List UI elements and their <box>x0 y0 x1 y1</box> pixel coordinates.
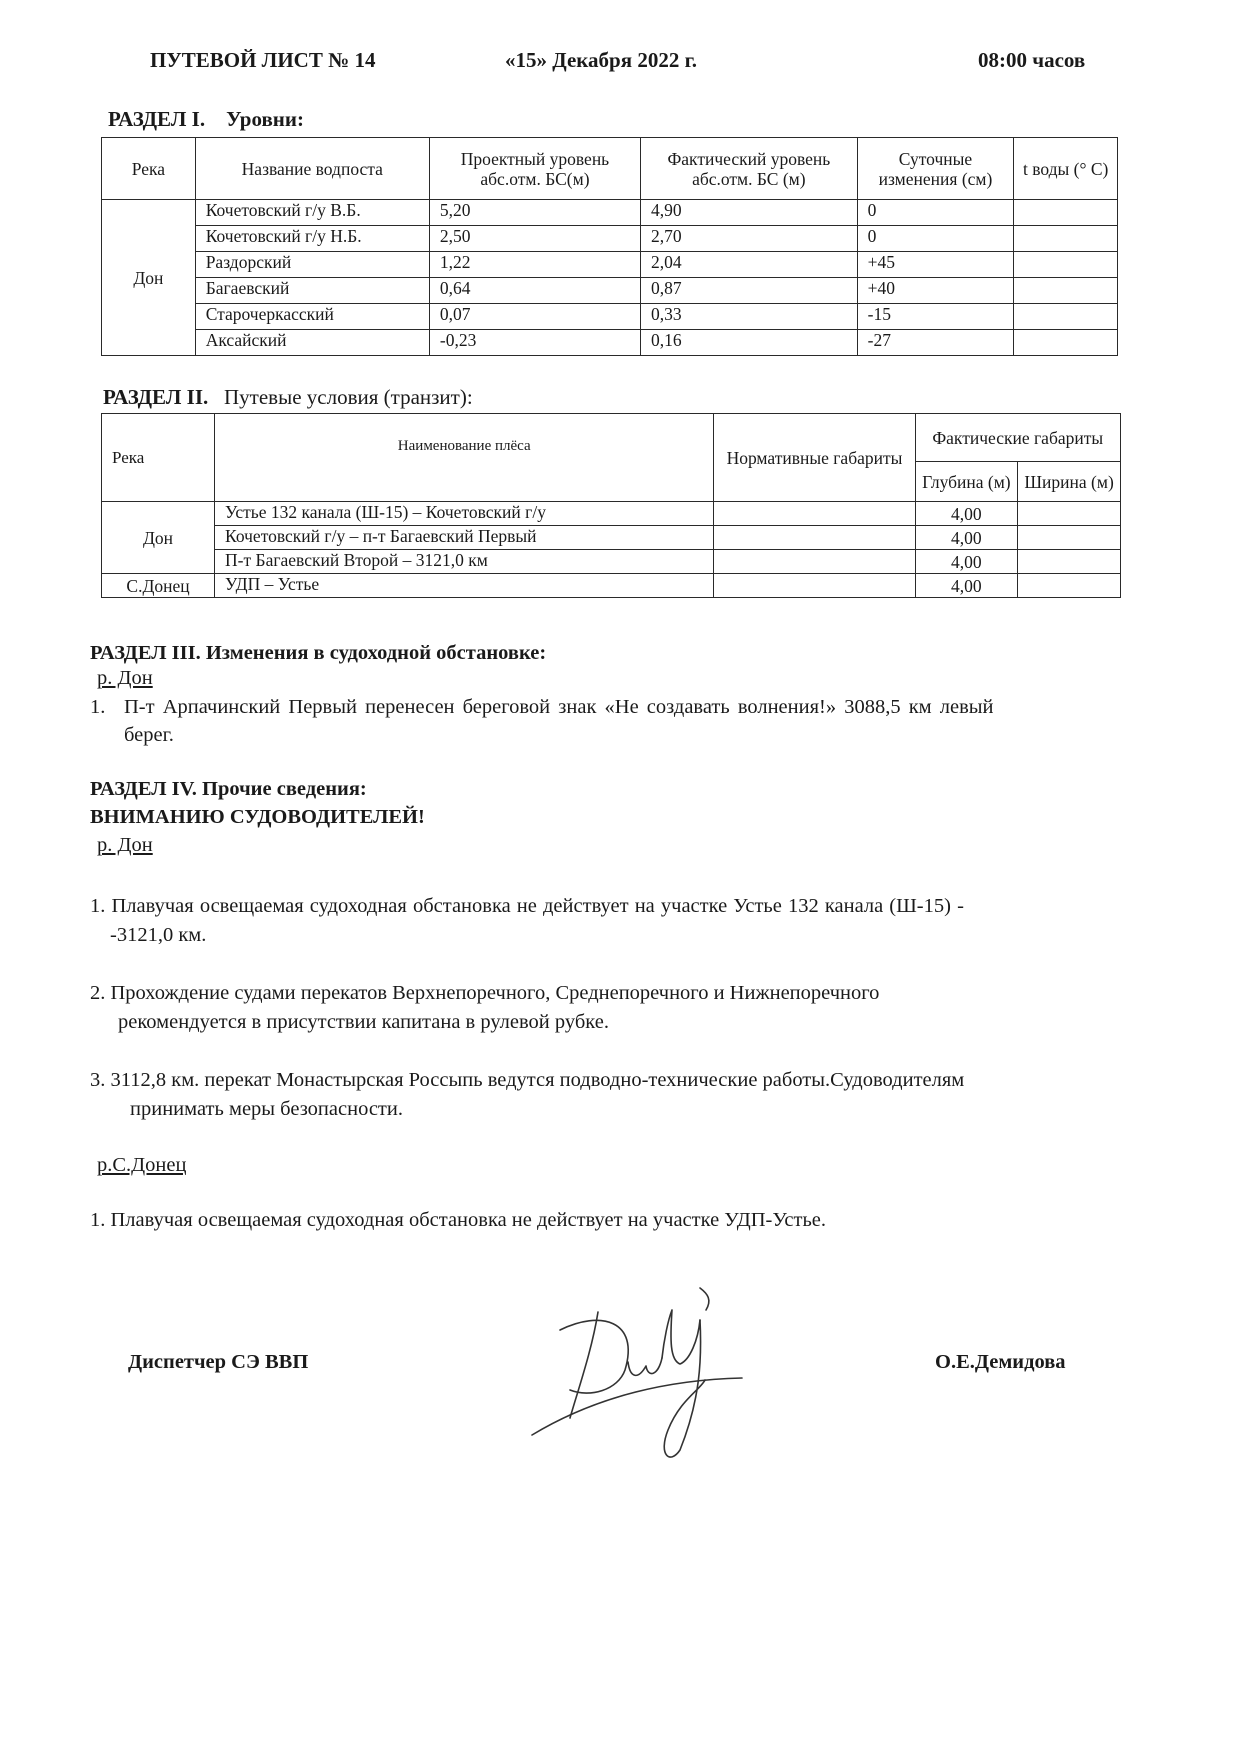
notice-don-3-line1: 3. 3112,8 км. перекат Монастырская Россыпь ведутся подводно-технические работы.Судоводителям <box>90 1069 965 1091</box>
notice-don-3-line2: принимать меры безопасности. <box>130 1098 403 1120</box>
transit-col-normative: Нормативные габариты <box>714 414 915 502</box>
actual-level: 0,16 <box>641 330 858 356</box>
post-name: Старочеркасский <box>195 304 429 330</box>
reach-name: Устье 132 канала (Ш-15) – Кочетовский г/у <box>215 502 714 526</box>
daily-change: 0 <box>857 226 1014 252</box>
levels-col-post: Название водпоста <box>195 138 429 200</box>
project-level: 1,22 <box>429 252 640 278</box>
reach-name: П-т Багаевский Второй – 3121,0 км <box>215 550 714 574</box>
table-row <box>102 330 1118 356</box>
depth-value: 4,00 <box>915 550 1018 574</box>
project-level: -0,23 <box>429 330 640 356</box>
transit-col-depth: Глубина (м) <box>915 462 1018 502</box>
section3-title: РАЗДЕЛ III. Изменения в судоходной обстановке: <box>90 642 547 664</box>
table-row <box>102 502 1121 526</box>
actual-level: 2,04 <box>641 252 858 278</box>
table-row <box>102 200 1118 226</box>
post-name: Кочетовский г/у В.Б. <box>195 200 429 226</box>
section1-subtitle: Уровни: <box>226 107 304 131</box>
transit-table <box>101 413 1121 598</box>
section3-item-line2: берег. <box>124 724 174 746</box>
section4-title: РАЗДЕЛ IV. Прочие сведения: <box>90 778 367 800</box>
width-value <box>1018 526 1121 550</box>
water-temp <box>1014 278 1118 304</box>
post-name: Кочетовский г/у Н.Б. <box>195 226 429 252</box>
actual-level: 4,90 <box>641 200 858 226</box>
post-name: Аксайский <box>195 330 429 356</box>
reach-name: Кочетовский г/у – п-т Багаевский Первый <box>215 526 714 550</box>
section3-river: р. Дон <box>97 667 153 689</box>
levels-col-change: Суточные изменения (см) <box>857 138 1014 200</box>
table-row <box>102 526 1121 550</box>
document-date: «15» Декабря 2022 г. <box>505 48 698 72</box>
dispatcher-position: Диспетчер СЭ ВВП <box>128 1351 309 1373</box>
project-level: 2,50 <box>429 226 640 252</box>
section2-heading <box>103 385 473 410</box>
notice-don-2-line1: 2. Прохождение судами перекатов Верхнепоречного, Среднепоречного и Нижнепоречного <box>90 982 880 1004</box>
post-name: Раздорский <box>195 252 429 278</box>
normative-size <box>714 550 915 574</box>
water-temp <box>1014 304 1118 330</box>
levels-col-project: Проектный уровень абс.отм. БС(м) <box>429 138 640 200</box>
section4-river-donets: р.С.Донец <box>97 1154 187 1176</box>
depth-value: 4,00 <box>915 574 1018 598</box>
section1-heading <box>108 107 304 132</box>
dispatcher-name: О.Е.Демидова <box>935 1351 1066 1373</box>
notice-donets-1: 1. Плавучая освещаемая судоходная обстановка не действует на участке УДП-Устье. <box>90 1209 827 1231</box>
notice-don-1-line2: -3121,0 км. <box>110 924 207 946</box>
notice-don-2-line2: рекомендуется в присутствии капитана в рулевой рубке. <box>118 1011 609 1033</box>
transit-river-cell: С.Донец <box>102 574 215 598</box>
daily-change: 0 <box>857 200 1014 226</box>
daily-change: +40 <box>857 278 1014 304</box>
document-title: ПУТЕВОЙ ЛИСТ № 14 <box>150 48 376 72</box>
document-time: 08:00 часов <box>978 48 1086 72</box>
project-level: 5,20 <box>429 200 640 226</box>
normative-size <box>714 526 915 550</box>
transit-river-cell: Дон <box>102 502 215 574</box>
levels-header-row <box>102 138 1118 200</box>
water-temp <box>1014 226 1118 252</box>
levels-col-temp: t воды (° С) <box>1014 138 1118 200</box>
actual-level: 0,87 <box>641 278 858 304</box>
attention-heading: ВНИМАНИЮ СУДОВОДИТЕЛЕЙ! <box>90 806 425 828</box>
actual-level: 2,70 <box>641 226 858 252</box>
table-row <box>102 226 1118 252</box>
project-level: 0,64 <box>429 278 640 304</box>
transit-col-reach: Наименование плёса <box>215 414 714 502</box>
levels-river-cell: Дон <box>102 200 196 356</box>
table-row <box>102 574 1121 598</box>
transit-col-width: Ширина (м) <box>1018 462 1121 502</box>
reach-name: УДП – Устье <box>215 574 714 598</box>
water-temp <box>1014 330 1118 356</box>
table-row <box>102 550 1121 574</box>
width-value <box>1018 574 1121 598</box>
table-row <box>102 278 1118 304</box>
width-value <box>1018 550 1121 574</box>
transit-col-actual: Фактические габариты <box>915 414 1121 462</box>
daily-change: +45 <box>857 252 1014 278</box>
normative-size <box>714 502 915 526</box>
levels-col-actual: Фактический уровень абс.отм. БС (м) <box>641 138 858 200</box>
section3-item-number: 1. <box>90 696 106 718</box>
section2-title: РАЗДЕЛ II. <box>103 385 209 409</box>
width-value <box>1018 502 1121 526</box>
section4-river-don: р. Дон <box>97 834 153 856</box>
transit-header-row <box>102 414 1121 462</box>
daily-change: -27 <box>857 330 1014 356</box>
table-row <box>102 252 1118 278</box>
section2-subtitle: Путевые условия (транзит): <box>224 385 473 409</box>
depth-value: 4,00 <box>915 526 1018 550</box>
post-name: Багаевский <box>195 278 429 304</box>
table-row <box>102 304 1118 330</box>
water-temp <box>1014 252 1118 278</box>
section1-title: РАЗДЕЛ I. <box>108 107 206 131</box>
daily-change: -15 <box>857 304 1014 330</box>
section3-item-line1: П-т Арпачинский Первый перенесен береговой знак «Не создавать волнения!» 3088,5 км левый <box>124 696 994 718</box>
project-level: 0,07 <box>429 304 640 330</box>
normative-size <box>714 574 915 598</box>
actual-level: 0,33 <box>641 304 858 330</box>
levels-col-river: Река <box>102 138 196 200</box>
handwritten-signature <box>530 1280 780 1470</box>
water-temp <box>1014 200 1118 226</box>
depth-value: 4,00 <box>915 502 1018 526</box>
notice-don-1-line1: 1. Плавучая освещаемая судоходная обстановка не действует на участке Устье 132 канала (Ш-15) - <box>90 895 964 917</box>
levels-table <box>101 137 1118 356</box>
transit-col-river: Река <box>102 414 215 502</box>
